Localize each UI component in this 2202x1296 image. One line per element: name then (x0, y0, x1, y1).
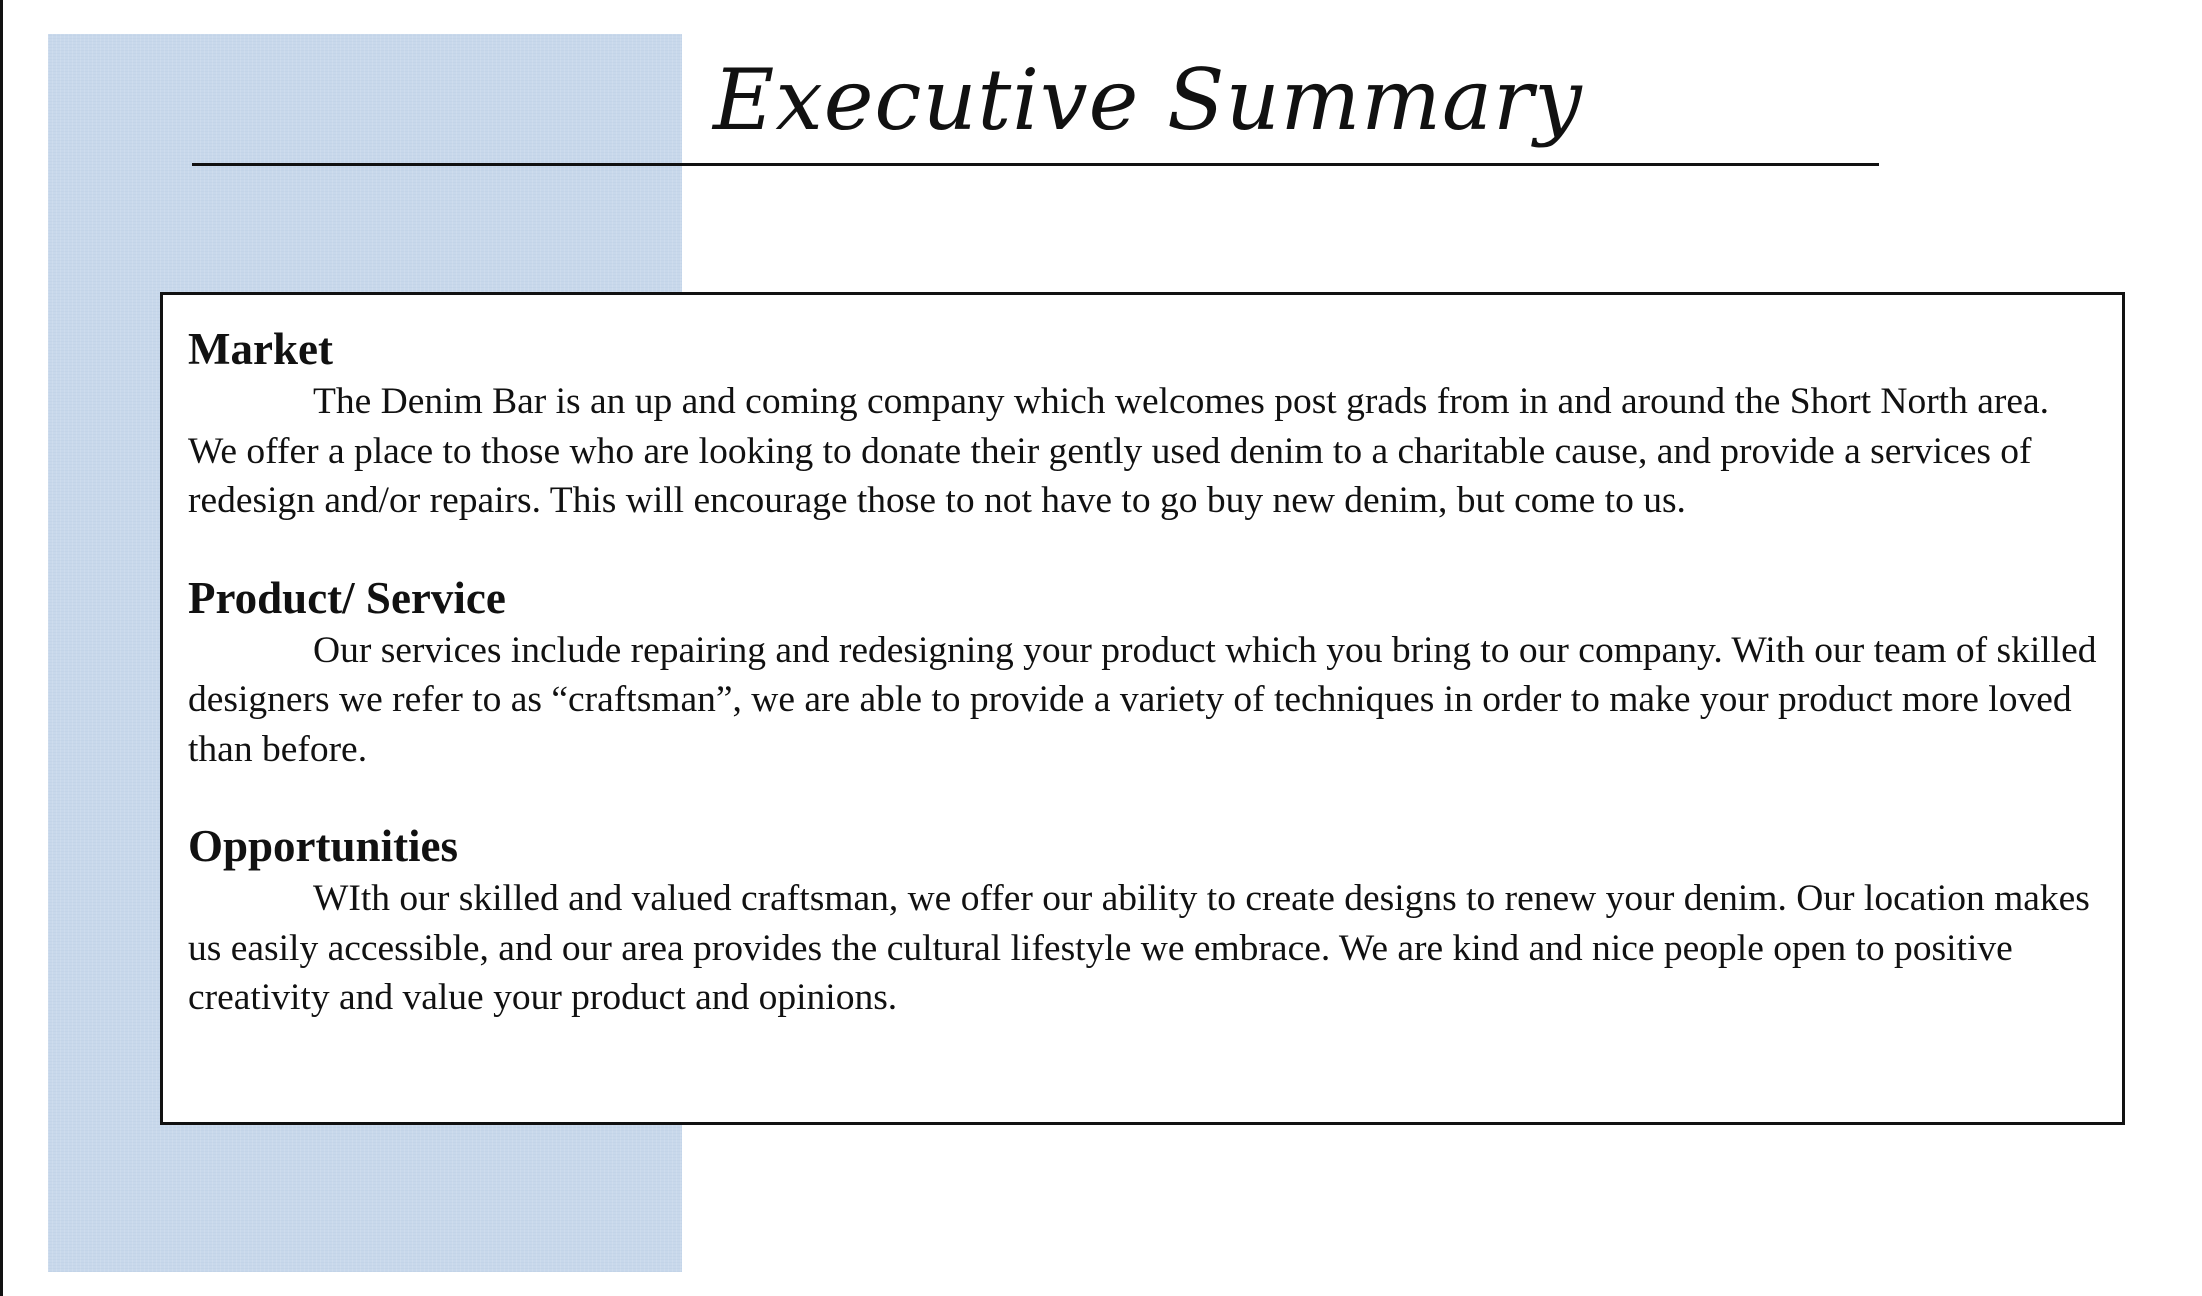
summary-box (160, 292, 2125, 1125)
section-heading-product-service: Product/ Service (188, 572, 506, 623)
title-underline (192, 163, 1879, 166)
section-body-opportunities: WIth our skilled and valued craftsman, we offer our ability to create designs to renew your denim. Our location makes us easily accessible, and our area provides the cultural lifestyle we embrace. We are kind and nice people open to positive creativity and value your product and opinions. (188, 878, 2090, 1018)
section-opportunities (188, 818, 2098, 1023)
section-market (188, 321, 2098, 526)
section-product-service (188, 570, 2098, 775)
page-left-edge (0, 0, 3, 1296)
section-body-product-service: Our services include repairing and redesigning your product which you bring to our company. With our team of skilled designers we refer to as “craftsman”, we are able to provide a variety of techniques in order to make your product more loved than before. (188, 629, 2097, 770)
section-heading-opportunities: Opportunities (188, 821, 459, 871)
section-body-market: The Denim Bar is an up and coming company which welcomes post grads from in and around the Short North area. We offer a place to those who are looking to donate their gently used denim to a charitable cause, and provide a services of redesign and/or repairs. This will encourage those to not have to go buy new denim, but come to us. (188, 381, 2050, 521)
section-heading-market: Market (188, 324, 333, 374)
page-title: Executive Summary (713, 51, 1583, 149)
